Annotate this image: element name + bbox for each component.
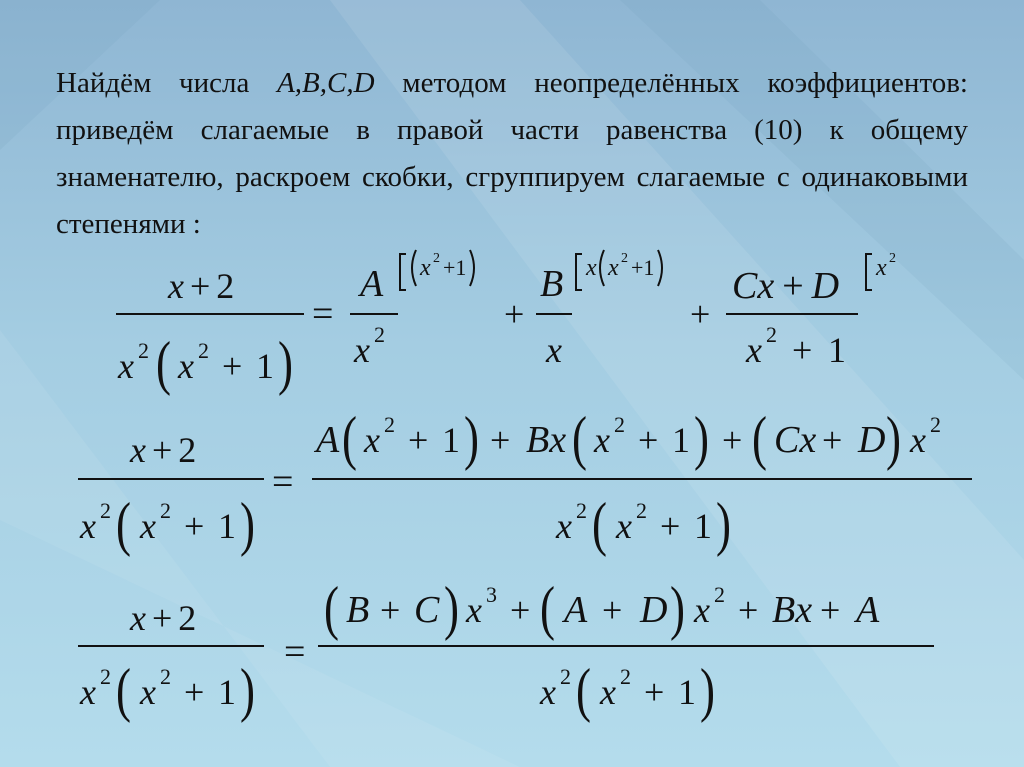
- svg-text:+: +: [184, 506, 205, 546]
- svg-text:): ): [278, 330, 293, 397]
- coefficients-names: A,B,C,D: [277, 67, 375, 99]
- svg-text:2: 2: [160, 498, 171, 523]
- svg-text:x: x: [118, 346, 134, 386]
- svg-text:x: x: [364, 420, 380, 460]
- svg-text:1: 1: [218, 672, 236, 712]
- equation-2: [78, 406, 972, 558]
- svg-text:+: +: [822, 420, 843, 460]
- svg-text:): ): [700, 657, 715, 724]
- svg-text:+: +: [222, 346, 243, 386]
- svg-text:+: +: [638, 420, 659, 460]
- svg-text:(: (: [572, 405, 587, 472]
- svg-text:x: x: [140, 672, 156, 712]
- svg-text:): ): [240, 491, 255, 558]
- svg-text:(: (: [116, 491, 131, 558]
- svg-text:x: x: [354, 330, 370, 370]
- svg-text:+: +: [820, 590, 841, 630]
- svg-text:2: 2: [766, 322, 777, 347]
- svg-text:): ): [670, 575, 685, 642]
- svg-text:+: +: [490, 420, 511, 460]
- svg-text:(: (: [540, 575, 555, 642]
- svg-text:(: (: [752, 405, 767, 472]
- intro-text-part1: Найдём числа: [56, 67, 278, 99]
- svg-text:(: (: [324, 575, 339, 642]
- svg-text:+: +: [690, 294, 711, 334]
- equation-1: [116, 250, 896, 397]
- svg-text:2: 2: [576, 498, 587, 523]
- svg-text:=: =: [312, 293, 334, 335]
- svg-text:(: (: [576, 657, 591, 724]
- svg-text:Cx: Cx: [774, 419, 817, 461]
- svg-text:(: (: [116, 657, 131, 724]
- svg-text:A: A: [360, 263, 384, 305]
- svg-text:2: 2: [621, 251, 628, 266]
- svg-text:(: (: [592, 491, 607, 558]
- svg-text:D: D: [858, 419, 886, 461]
- svg-text:): ): [694, 405, 709, 472]
- intro-text-part2: методом неопределённых коэффициентов: приведём слагаемые в правой части равенства (10) к общему знаменателю, раскроем скобки, сгруппируем слагаемые с одинаковыми степенями :: [56, 67, 968, 240]
- svg-text:x: x: [608, 255, 619, 281]
- svg-text:+: +: [738, 590, 759, 630]
- svg-text:2: 2: [374, 322, 385, 347]
- svg-text:1: 1: [218, 506, 236, 546]
- svg-text:2: 2: [614, 412, 625, 437]
- svg-text:+: +: [644, 672, 665, 712]
- svg-text:): ): [240, 657, 255, 724]
- svg-text:1: 1: [256, 346, 274, 386]
- svg-text:1: 1: [672, 420, 690, 460]
- svg-text:x: x: [594, 420, 610, 460]
- svg-text:x+2: x + 2: [130, 430, 197, 470]
- svg-text:+: +: [504, 294, 525, 334]
- svg-text:): ): [444, 575, 459, 642]
- svg-text:x: x: [420, 255, 431, 281]
- svg-text:(: (: [342, 405, 357, 472]
- svg-text:x: x: [600, 672, 616, 712]
- svg-text:2: 2: [620, 664, 631, 689]
- svg-text:x: x: [616, 506, 632, 546]
- svg-text:1: 1: [828, 330, 846, 370]
- svg-text:x: x: [586, 255, 597, 281]
- svg-text:A: A: [316, 419, 340, 461]
- equation-3: [78, 576, 934, 724]
- svg-text:2: 2: [714, 582, 725, 607]
- svg-text:A: A: [564, 589, 588, 631]
- svg-text:2: 2: [636, 498, 647, 523]
- svg-text:x: x: [546, 330, 562, 370]
- svg-text:x: x: [540, 672, 556, 712]
- svg-text:x: x: [80, 506, 96, 546]
- svg-text:x: x: [140, 506, 156, 546]
- svg-text:(: (: [156, 330, 171, 397]
- svg-text:2: 2: [560, 664, 571, 689]
- svg-text:1: 1: [694, 506, 712, 546]
- svg-text:x: x: [746, 330, 762, 370]
- svg-text:B: B: [540, 263, 564, 305]
- svg-text:x: x: [80, 672, 96, 712]
- svg-text:A: A: [856, 589, 880, 631]
- svg-text:x: x: [466, 590, 482, 630]
- svg-text:): ): [716, 491, 731, 558]
- svg-text:2: 2: [889, 251, 896, 266]
- svg-text:D: D: [640, 589, 668, 631]
- svg-text:1: 1: [442, 420, 460, 460]
- svg-text:=: =: [284, 631, 306, 673]
- svg-text:x+2: x + 2: [168, 266, 235, 306]
- svg-text:Bx: Bx: [772, 589, 813, 631]
- svg-text:x: x: [910, 420, 926, 460]
- svg-text:+: +: [380, 590, 401, 630]
- svg-text:2: 2: [160, 664, 171, 689]
- svg-text:=: =: [272, 461, 294, 503]
- svg-text:+: +: [660, 506, 681, 546]
- svg-text:+: +: [408, 420, 429, 460]
- svg-text:2: 2: [930, 412, 941, 437]
- svg-text:x: x: [178, 346, 194, 386]
- svg-text:x: x: [694, 590, 710, 630]
- svg-text:Cx+D: Cx + D: [732, 265, 840, 307]
- svg-text:2: 2: [100, 664, 111, 689]
- svg-text:+: +: [510, 590, 531, 630]
- svg-text:2: 2: [198, 338, 209, 363]
- svg-text:x: x: [556, 506, 572, 546]
- svg-text:2: 2: [384, 412, 395, 437]
- svg-text:+1: +1: [631, 255, 655, 280]
- svg-text:): ): [886, 405, 901, 472]
- svg-text:2: 2: [138, 338, 149, 363]
- svg-text:B: B: [346, 589, 370, 631]
- svg-text:+: +: [792, 330, 813, 370]
- svg-text:+: +: [184, 672, 205, 712]
- svg-text:3: 3: [486, 582, 497, 607]
- svg-text:Bx: Bx: [526, 419, 567, 461]
- svg-text:+1: +1: [443, 255, 467, 280]
- svg-text:+: +: [602, 590, 623, 630]
- svg-text:C: C: [414, 589, 440, 631]
- svg-text:): ): [464, 405, 479, 472]
- svg-text:x: x: [876, 255, 887, 281]
- svg-text:2: 2: [100, 498, 111, 523]
- svg-text:x+2: x + 2: [130, 598, 197, 638]
- svg-text:+: +: [722, 420, 743, 460]
- svg-text:2: 2: [433, 251, 440, 266]
- svg-text:1: 1: [678, 672, 696, 712]
